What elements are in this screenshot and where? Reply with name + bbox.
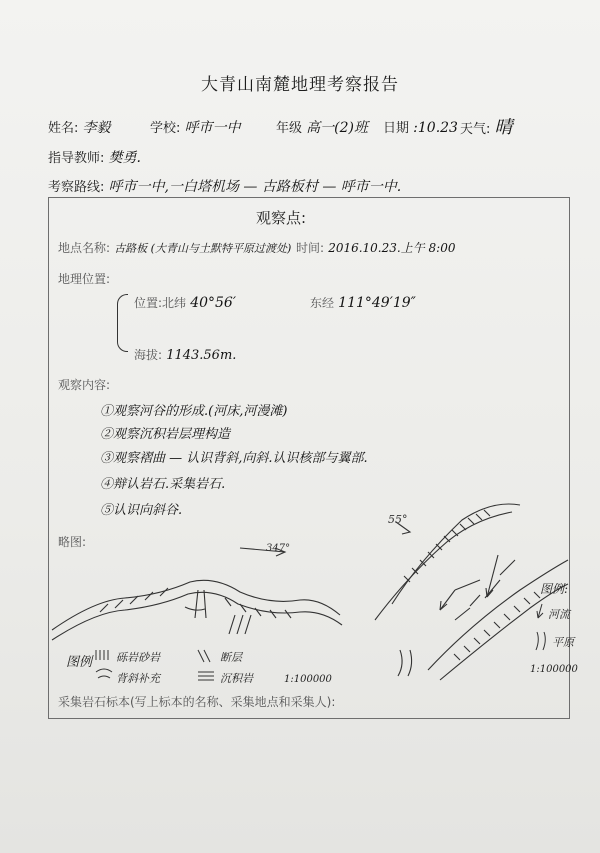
observation-item: ④辩认岩石.采集岩石. <box>100 477 226 492</box>
legend-right-1: 河流 <box>548 608 570 621</box>
location-label: 地理位置: <box>58 272 111 286</box>
right-legend-symbols <box>536 604 545 650</box>
content-label: 观察内容: <box>58 378 111 392</box>
weather-label: 天气: <box>460 122 491 137</box>
position-label: 位置:北纬 <box>134 296 187 310</box>
legend-right-2: 平原 <box>552 636 574 649</box>
teacher-label: 指导教师: <box>48 151 105 166</box>
observation-item: ③观察褶曲 — 认识背斜,向斜.认识核部与翼部. <box>100 451 368 466</box>
legend-title-right: 图例: <box>540 582 569 596</box>
legend-title-left: 图例 <box>66 655 93 670</box>
place-value: 古路板 (大青山与土默特平原过渡处) <box>114 242 292 255</box>
route-value: 呼市一中,一白塔机场 — 古路板村 — 呼市一中. <box>108 179 402 195</box>
name-label: 姓名: <box>48 121 79 136</box>
place-label: 地点名称: <box>58 241 111 255</box>
teacher-value: 樊勇. <box>108 150 141 166</box>
observation-item: ①观察河谷的形成.(河床,河漫滩) <box>100 404 288 419</box>
longitude-value: 111°49′19″ <box>338 295 416 311</box>
strike-annotation: 347° <box>266 543 291 554</box>
sketch-label: 略图: <box>58 535 87 549</box>
legend-left-2: 断层 <box>220 651 242 664</box>
altitude-label: 海拔: <box>134 348 163 362</box>
grade-value: 高一(2)班 <box>306 120 368 136</box>
samples-label: 采集岩石标本(写上标本的名称、采集地点和采集人): <box>58 695 336 709</box>
date-value: :10.23 <box>413 120 458 136</box>
longitude-label: 东经 <box>310 296 335 310</box>
school-label: 学校: <box>150 121 181 136</box>
dip-annotation: 55° <box>388 513 408 526</box>
weather-value: 晴 <box>494 117 513 138</box>
legend-left-1: 砾岩砂岩 <box>116 651 160 664</box>
scale-left: 1:100000 <box>284 674 332 685</box>
position-value: 40°56′ <box>190 295 236 311</box>
observation-item: ②观察沉积岩层理构造 <box>100 427 231 442</box>
time-label: 时间: <box>296 241 325 255</box>
scale-right: 1:100000 <box>530 664 578 675</box>
legend-left-4: 沉积岩 <box>220 672 253 685</box>
observation-item: ⑤认识向斜谷. <box>100 503 183 518</box>
route-label: 考察路线: <box>48 180 105 195</box>
report-title: 大青山南麓地理考察报告 <box>201 75 399 95</box>
altitude-value: 1143.56m. <box>166 348 237 363</box>
time-value: 2016.10.23.上午 8:00 <box>328 241 456 255</box>
name-value: 李毅 <box>82 120 111 136</box>
date-label: 日期 <box>383 121 410 136</box>
observation-heading: 观察点: <box>256 209 307 227</box>
grade-label: 年级 <box>276 121 303 136</box>
fold-sketch <box>52 548 342 640</box>
legend-left-3: 背斜补充 <box>116 672 160 685</box>
school-value: 呼市一中 <box>184 120 241 136</box>
